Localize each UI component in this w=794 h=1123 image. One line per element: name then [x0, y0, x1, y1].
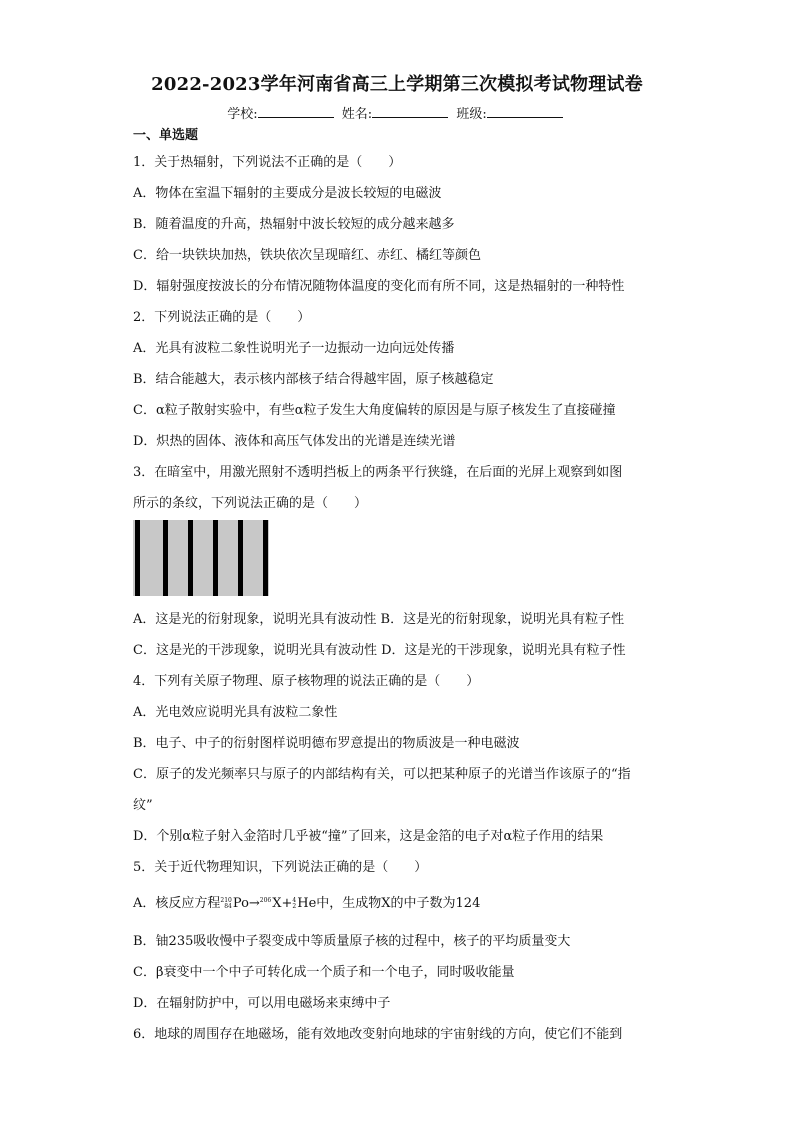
page-title: 2022-2023学年河南省高三上学期第三次模拟考试物理试卷	[151, 74, 643, 95]
school-label: 学校:	[227, 107, 258, 122]
q4-option-c-line2: 纹”	[133, 798, 153, 813]
q2-option-d: D．炽热的固体、液体和高压气体发出的光谱是连续光谱	[133, 434, 456, 449]
po-nuclide-numbers	[220, 898, 231, 910]
dark-fringe	[188, 520, 193, 596]
q3-options-cd: C．这是光的干涉现象，说明光具有波动性 D．这是光的干涉现象，说明光具有粒子性	[133, 643, 626, 658]
q3-options-ab: A．这是光的衍射现象，说明光具有波动性 B．这是光的衍射现象，说明光具有粒子性	[133, 612, 625, 627]
q2-option-b: B．结合能越大，表示核内部核子结合得越牢固，原子核越稳定	[133, 372, 494, 387]
q4-option-c-line1: C．原子的发光频率只与原子的内部结构有关，可以把某种原子的光谱当作该原子的“指	[133, 767, 631, 782]
q1-option-c: C．给一块铁块加热，铁块依次呈现暗红、赤红、橘红等颜色	[133, 248, 481, 263]
he-nuclide-numbers	[292, 898, 296, 910]
section-heading: 一、单选题	[133, 128, 199, 143]
he-atomic-number: 2	[292, 902, 297, 910]
reaction-arrow: →	[248, 896, 260, 911]
q5-stem: 5．关于近代物理知识，下列说法正确的是（ ）	[133, 860, 428, 875]
name-label: 姓名:	[341, 107, 373, 122]
dark-fringe	[263, 520, 268, 596]
dark-fringe	[238, 520, 243, 596]
q2-option-c: C．α粒子散射实验中，有些α粒子发生大角度偏转的原因是与原子核发生了直接碰撞	[133, 403, 616, 418]
name-blank[interactable]	[372, 104, 448, 118]
class-label: 班级:	[456, 107, 487, 122]
student-info-line	[0, 103, 794, 122]
q1-option-d: D．辐射强度按波长的分布情况随物体温度的变化而有所不同，这是热辐射的一种特性	[133, 279, 625, 294]
dark-fringe	[213, 520, 218, 596]
q4-option-a: A．光电效应说明光具有波粒二象性	[133, 705, 338, 720]
school-blank[interactable]	[258, 104, 334, 118]
q5-option-d: D．在辐射防护中，可以用电磁场来束缚中子	[133, 996, 391, 1011]
x-symbol: X+	[272, 896, 293, 911]
dark-fringe	[163, 520, 168, 596]
class-blank[interactable]	[487, 104, 563, 118]
q5-option-a	[133, 892, 480, 911]
q1-stem: 1．关于热辐射，下列说法不正确的是（ ）	[133, 155, 402, 170]
q3-stem-line2: 所示的条纹，下列说法正确的是（ ）	[133, 496, 368, 511]
q5-option-c: C．β衰变中一个中子可转化成一个质子和一个电子，同时吸收能量	[133, 965, 515, 980]
q2-stem: 2．下列说法正确的是（ ）	[133, 310, 311, 325]
q3-stem-line1: 3．在暗室中，用激光照射不透明挡板上的两条平行狭缝，在后面的光屏上观察到如图	[133, 465, 623, 480]
q4-option-d: D．个别α粒子射入金箔时几乎被“撞”了回来，这是金箔的电子对α粒子作用的结果	[133, 829, 604, 844]
q4-option-b: B．电子、中子的衍射图样说明德布罗意提出的物质波是一种电磁波	[133, 736, 520, 751]
dark-fringe	[135, 520, 140, 596]
q2-option-a: A．光具有波粒二象性说明光子一边振动一边向远处传播	[133, 341, 455, 356]
q1-option-b: B．随着温度的升高，热辐射中波长较短的成分越来越多	[133, 217, 455, 232]
x-nuclide-numbers	[260, 898, 271, 910]
po-atomic-number: 84	[224, 902, 232, 910]
fringe-background	[133, 520, 269, 596]
he-symbol: He	[297, 896, 317, 911]
he-mass-number: 4	[292, 896, 297, 904]
po-mass-number: 210	[220, 896, 232, 904]
po-symbol: Po	[232, 896, 249, 911]
q6-stem: 6．地球的周围存在地磁场，能有效地改变射向地球的宇宙射线的方向，使它们不能到	[133, 1027, 623, 1042]
q5-option-b: B．铀235吸收慢中子裂变成中等质量原子核的过程中，核子的平均质量变大	[133, 934, 571, 949]
q1-option-a: A．物体在室温下辐射的主要成分是波长较短的电磁波	[133, 186, 442, 201]
q5-a-prefix: A．核反应方程	[133, 896, 221, 911]
q5-a-suffix: 中，生成物X的中子数为124	[316, 896, 481, 911]
interference-fringes-figure	[133, 520, 269, 596]
q4-stem: 4．下列有关原子物理、原子核物理的说法正确的是（ ）	[133, 674, 480, 689]
x-mass-number: 206	[259, 896, 272, 904]
